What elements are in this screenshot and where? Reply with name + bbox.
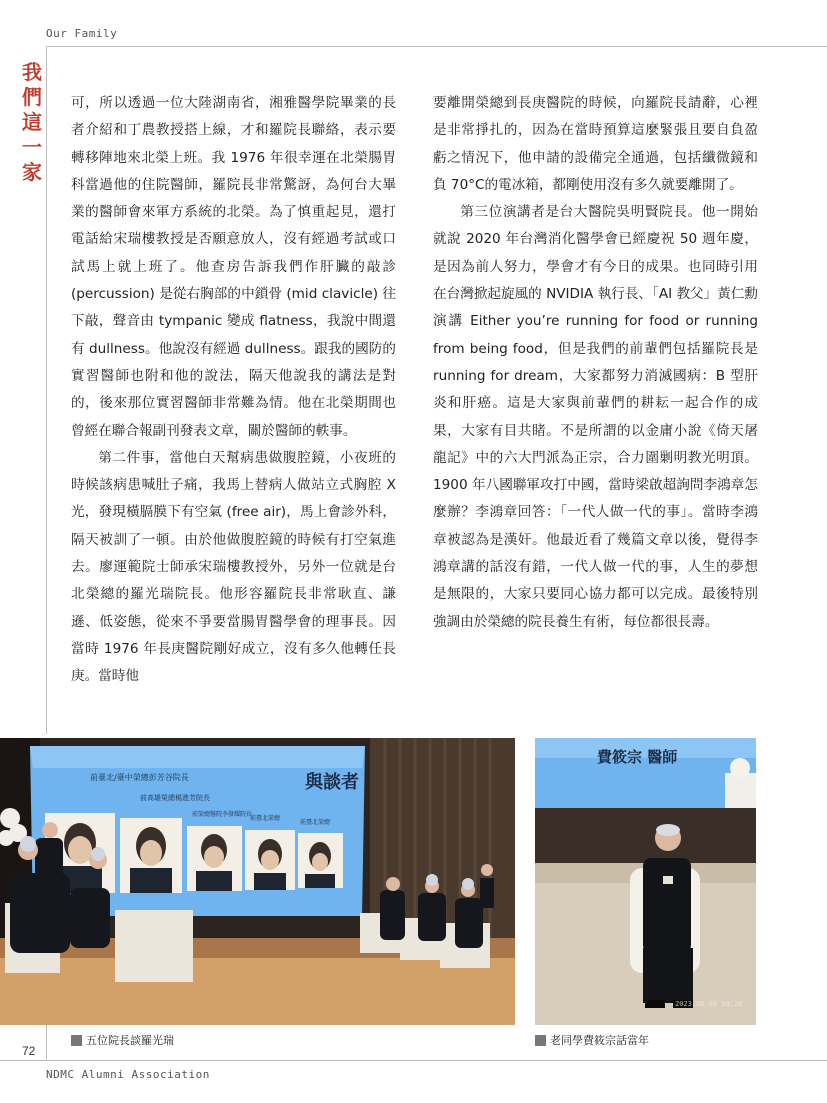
paragraph: 可，所以透過一位大陸湖南省，湘雅醫學院畢業的長者介紹和丁農教授搭上線，才和羅院長聯絡，表示要轉移陣地來北榮上班。我 1976 年很幸運在北榮腸胃科當過他的住院醫師，羅院長非常驚訝，為何台大畢業的醫師會來軍方系統的北榮。為了慎重起見，還打電話給宋瑞樓教授是否願意放人，沒有經過考試或口試馬上就上班了。他查房告訴我們作肝臟的敲診 (percussion) 是從右胸部的中鎖骨 (mid clavicle) 往下敲，聲音由 tympanic 變成 flatness，我說中間還有 dullness。他說沒有經過 dullness。跟我的國防的實習醫師也附和他的說法，隔天他說我的講法是對的，後來那位實習醫師非常難為情。他在北榮期間也曾經在聯合報副刊發表文章，關於醫師的軼事。	[71, 95, 396, 439]
paragraph: 第二件事，當他白天幫病患做腹腔鏡，小夜班的時候該病患喊肚子痛，我馬上替病人做站立式胸腔 X 光，發現橫膈膜下有空氣 (free air)，馬上會診外科，隔天被訓了一頓。由於他做腹腔鏡的時候有打空氣進去。廖運範院士師承宋瑞樓教授外，另外一位就是台北榮總的羅光瑞院長。他形容羅院長非常耿直、謙遜、低姿態，從來不爭要當腸胃醫學會的理事長。因當時 1976 年長庚醫院剛好成立，沒有多久他轉任長庚。當時他	[71, 449, 396, 685]
paragraph: 要離開榮總到長庚醫院的時候，向羅院長請辭，心裡是非常掙扎的，因為在當時預算這麼緊張且要自負盈虧之情況下，他申請的設備完全通過，包括纖微鏡和負 70°C的電冰箱，都剛使用沒有多久就要離開了。	[433, 95, 758, 193]
section-title-char: 家	[22, 160, 42, 184]
panel-discussion-illustration	[0, 738, 515, 1025]
section-title-char: 們	[22, 85, 42, 109]
section-title-char: 這	[22, 110, 42, 134]
section-title-char: 我	[22, 60, 42, 84]
speaker-photo	[535, 738, 756, 1025]
screen-caption: 前臺北/臺中榮總彭芳谷院長	[90, 773, 189, 782]
header-rule	[46, 46, 827, 47]
photo-timestamp: 2023.06.03 08:26	[675, 1000, 743, 1008]
article-column-right	[433, 90, 758, 636]
screen-caption: 前臺北榮總	[250, 815, 281, 822]
running-header: Our Family	[46, 27, 118, 40]
paragraph: 第三位演講者是台大醫院吳明賢院長。他一開始就說 2020 年台灣消化醫學會已經慶祝 50 週年慶，是因為前人努力，學會才有今日的成果。也同時引用在台灣掀起旋風的 NVIDIA 執行長、「AI 教父」黃仁勳演講 Either you’re running for food or running from being food，但是我們的前輩們包括羅院長是 running for dream，大家都努力消滅國病：B 型肝炎和肝癌。這是大家與前輩們的耕耘一起合作的成果，大家有目共睹。不是所謂的以金庸小說《倚天屠龍記》中的六大門派為正宗，合力圍剿明教光明頂。1900 年八國聯軍攻打中國，當時梁啟超詢問李鴻章怎麼辦？李鴻章回答：「一代人做一代的事」。當時李鴻章被認為是漢奸。他最近看了幾篇文章以後，覺得李鴻章講的話沒有錯，一代人做一代的事，人生的夢想是無限的，大家只要同心協力都可以完成。最後特別強調由於榮總的院長養生有術，每位都很長壽。	[433, 204, 759, 630]
caption-marker-icon	[535, 1035, 546, 1046]
section-title	[19, 60, 45, 185]
article-column-left	[71, 90, 396, 691]
page-number: 72	[22, 1044, 36, 1058]
footer-rule	[0, 1060, 827, 1061]
panel-discussion-photo	[0, 738, 515, 1025]
margin-rule-bottom	[46, 1025, 47, 1060]
screen-heading: 費筱宗 醫師	[597, 748, 678, 766]
running-footer: NDMC Alumni Association	[46, 1068, 210, 1081]
screen-heading: 與談者	[305, 772, 359, 793]
section-title-char: 一	[22, 135, 42, 159]
caption-text: 老同學費筱宗話當年	[550, 1034, 649, 1047]
screen-caption: 前臺北榮總	[300, 819, 331, 826]
margin-rule	[46, 46, 47, 734]
speaker-illustration	[535, 738, 756, 1025]
caption-text: 五位院長談羅光瑞	[86, 1034, 174, 1047]
photo-caption-left	[71, 1032, 174, 1048]
screen-caption: 前高雄榮總楊進芳院長	[140, 794, 210, 802]
screen-caption: 前榮總醫院李發耀院長	[192, 811, 253, 818]
photo-caption-right	[535, 1032, 649, 1048]
caption-marker-icon	[71, 1035, 82, 1046]
